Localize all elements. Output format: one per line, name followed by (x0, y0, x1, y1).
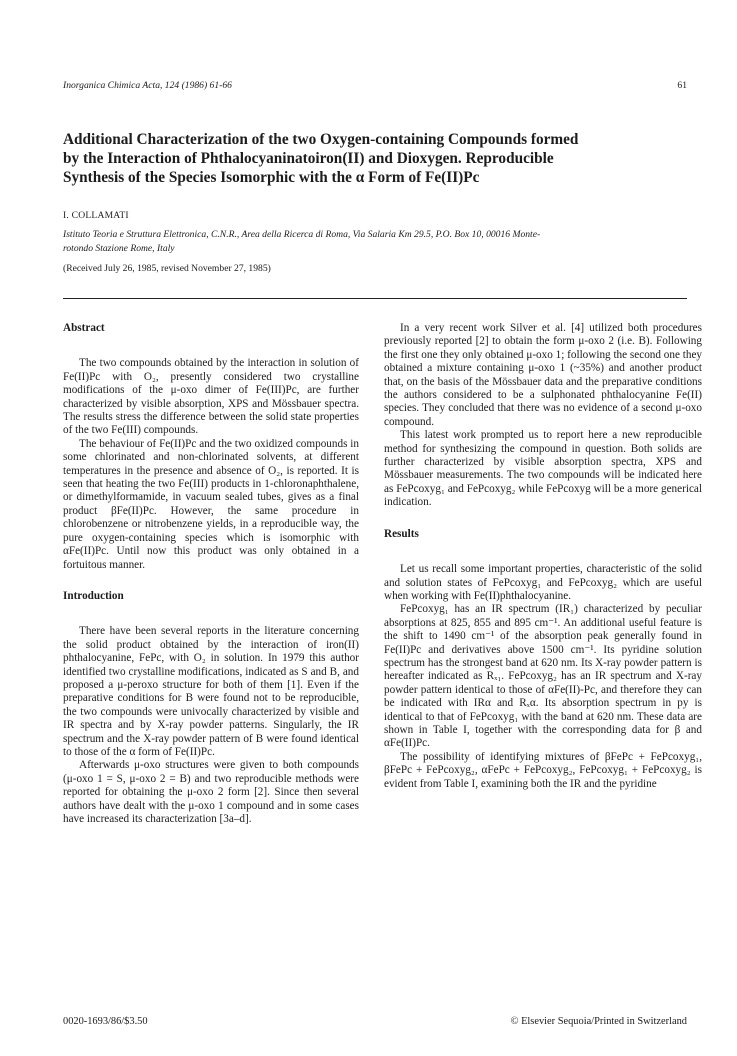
header-divider (63, 298, 687, 299)
body-paragraph-2: This latest work prompted us to report here a new reproducible method for synthesizing the compound in question. Both solids are further characterized by visible absorption spectra, XPS and Mössbauer measurements. The two compounds will be indicated here as FePcoxyg₁ and FePcoxyg₂ while FePcoxyg will be a more generical indication. (384, 429, 702, 509)
author-affiliation: Istituto Teoria e Struttura Elettronica, C.N.R., Area della Ricerca di Roma, Via Salaria Km 29.5, P.O. Box 10, 00016 Monte- rotondo Stazione Rome, Italy (63, 229, 541, 254)
body-paragraph-1: In a very recent work Silver et al. [4] utilized both procedures previously reported [2] to obtain the form μ-oxo 2 (i.e. B). Following the first one they only obtained μ-oxo 1; following the second one they obtained a mixture containing μ-oxo 1 (~35%) and another product that, on the basis of the Mössbauer data and the preparative conditions the authors considered to be a sulphonated phthalocyanine Fe(II) species. They concluded that there was no evidence of a second μ-oxo compound. (384, 322, 702, 428)
article-title: Additional Characterization of the two Oxygen-containing Compounds formed by the Interaction of Phthalocyaninatoiron(II) and Dioxygen. Reproducible Synthesis of the Species Isomorphic with the α Form of Fe(II)Pc (63, 131, 579, 186)
abstract-paragraph-1: The two compounds obtained by the interaction in solution of Fe(II)Pc with O₂, presently considered two crystalline modifications of the μ-oxo dimer of Fe(III)Pc, are further characterized by visible absorption, XPS and Mössbauer spectra. The results stress the difference between the solid state properties of the two Fe(III) compounds. (63, 357, 359, 437)
journal-citation: Inorganica Chimica Acta, 124 (1986) 61-66 (63, 80, 232, 91)
introduction-heading: Introduction (63, 589, 124, 602)
abstract-paragraph-2: The behaviour of Fe(II)Pc and the two oxidized compounds in some chlorinated and non-chlorinated solvents, at different temperatures in the presence and absence of O₂, is reported. It is seen that heating the two Fe(III) products in 1-chloronaphthalene, or dimethylformamide, in vacuum sealed tubes, gives as a final product βFe(II)Pc. However, the same procedure in chlorobenzene or nitrobenzene yields, in a reproducible way, the pure oxygen-containing species which is isomorphic with αFe(II)Pc. Until now this product was only obtained in a fortuitous manner. (63, 437, 359, 571)
introduction-paragraph-2: Afterwards μ-oxo structures were given to both compounds (μ-oxo 1 = S, μ-oxo 2 = B) and two reproducible methods were reported for obtaining the μ-oxo 2 form [2]. Since then several authors have dealt with the μ-oxo 1 compound and in some cases have increased its characterization [3a–d]. (63, 759, 359, 825)
author-name: I. COLLAMATI (63, 210, 129, 221)
received-dates: (Received July 26, 1985, revised November 27, 1985) (63, 263, 271, 274)
publisher-notice: © Elsevier Sequoia/Printed in Switzerland (510, 1016, 687, 1027)
left-column (63, 322, 359, 826)
results-heading: Results (384, 527, 419, 540)
results-paragraph-1: Let us recall some important properties, characteristic of the solid and solution states of FePcoxyg₁ and FePcoxyg₂ which are useful when working with Fe(II)phthalocyanine. (384, 563, 702, 602)
page-number: 61 (677, 80, 687, 91)
results-paragraph-2: FePcoxyg₁ has an IR spectrum (IR₁) characterized by peculiar absorptions at 825, 855 and 895 cm⁻¹. An additional useful feature is the shift to 1490 cm⁻¹ of the absorption peak generally found in Fe(II)Pc and derivatives above 1500 cm⁻¹. Its pyridine solution spectrum has the strongest band at 620 nm. Its X-ray powder pattern is hereafter indicated as Rₓ₁. FePcoxyg₂ has an IR spectrum and X-ray powder pattern identical to those of αFe(II)-Pc, and therefore they can be indicated with IRα and Rₓα. Its absorption spectrum in py is identical to that of FePcoxyg₁ with the band at 620 nm. These data are shown in Table I, together with the corresponding data for β and αFe(II)Pc. (384, 603, 702, 750)
issn-price: 0020-1693/86/$3.50 (63, 1016, 148, 1027)
abstract-heading: Abstract (63, 322, 105, 334)
results-paragraph-3: The possibility of identifying mixtures of βFePc + FePcoxyg₁, βFePc + FePcoxyg₂, αFePc + FePcoxyg₂, FePcoxyg₁ + FePcoxyg₂ is evident from Table I, examining both the IR and the pyridine (384, 750, 702, 790)
right-column (384, 322, 702, 791)
introduction-paragraph-1: There have been several reports in the literature concerning the solid product obtained by the interaction of iron(II) phthalocyanine, FePc, with O₂ in solution. In 1979 this author identified two crystalline modifications, indicated as S and B, and proposed a μ-peroxo structure for both of them [1]. Even if the preparative conditions for B were found not to be reproducible, the two compounds were univocally characterized by visible and IR spectra and by X-ray powder patterns. Singularly, the IR spectrum and the X-ray powder pattern of B were found identical to those of the α form of Fe(II)Pc. (63, 625, 359, 758)
